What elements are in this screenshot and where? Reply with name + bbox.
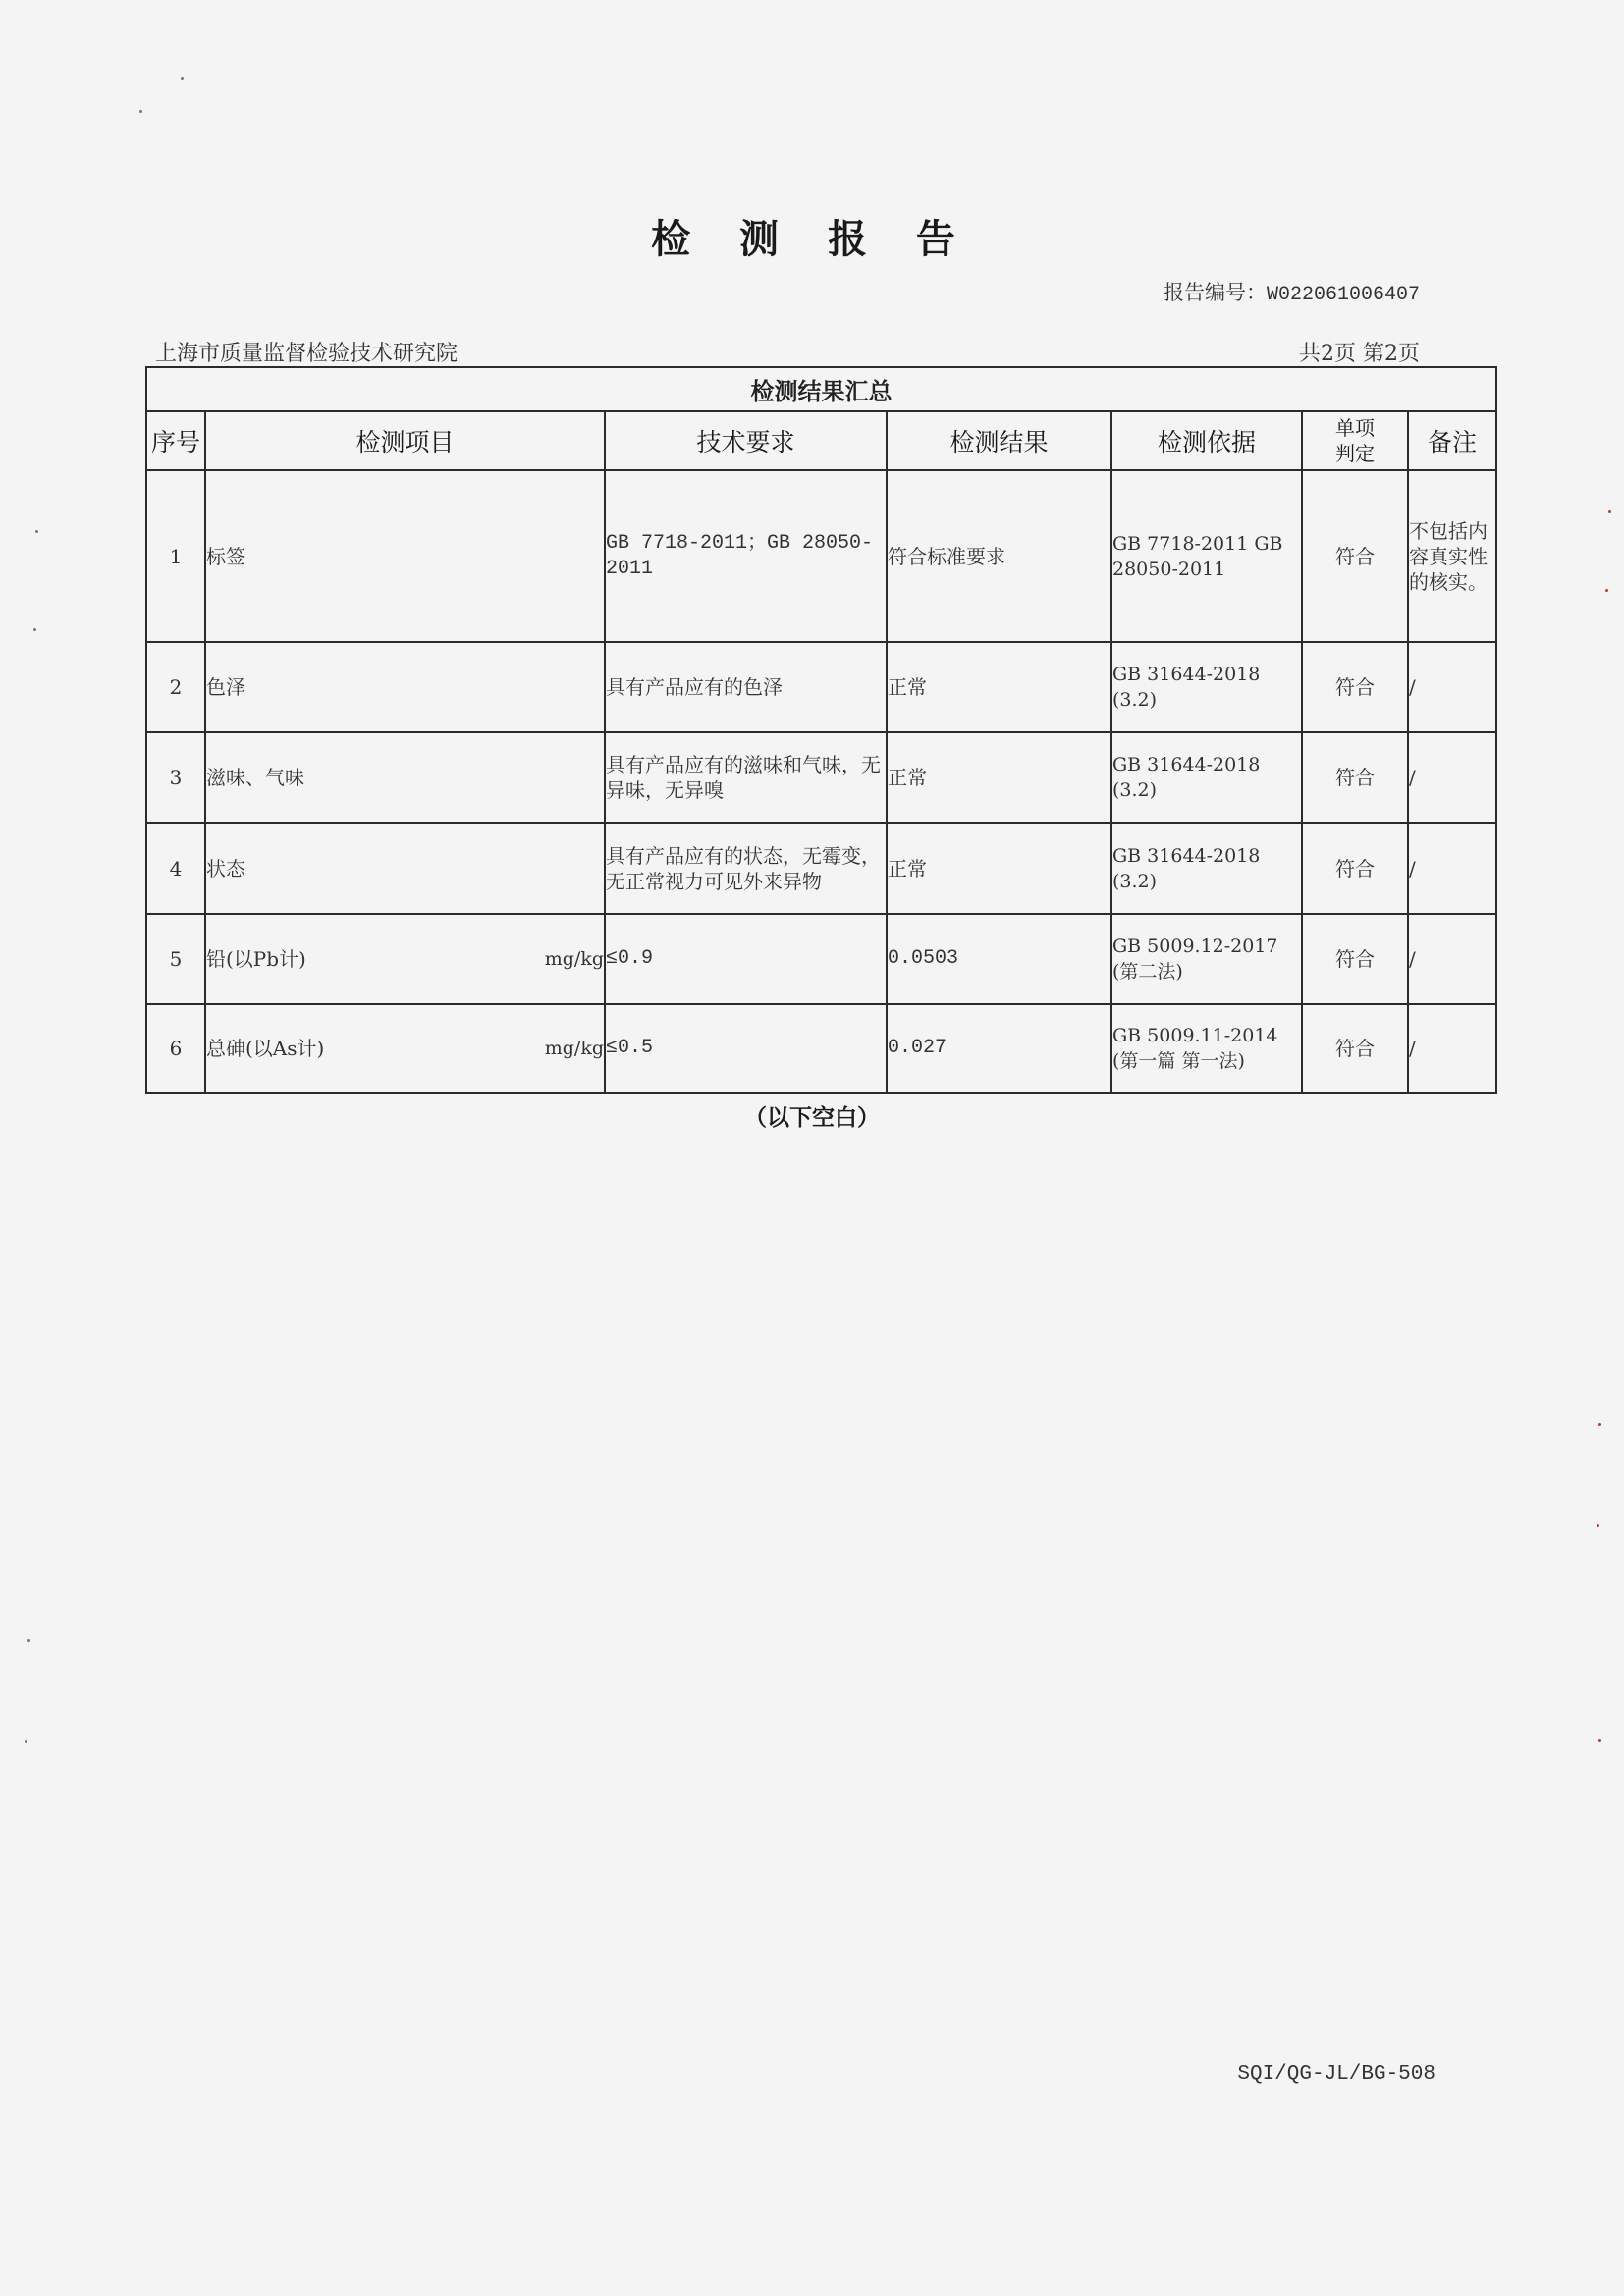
cell-requirement: 具有产品应有的色泽 (605, 642, 887, 732)
blank-below-note: （以下空白） (744, 1105, 880, 1131)
cell-basis: GB 5009.11-2014 (第一篇 第一法) (1111, 1004, 1302, 1093)
item-name: 滋味、气味 (206, 766, 304, 789)
item-unit: mg/kg (544, 1038, 604, 1059)
cell-result: 正常 (887, 732, 1111, 823)
cell-result: 正常 (887, 642, 1111, 732)
cell-index: 3 (146, 732, 205, 823)
cell-item (205, 1004, 605, 1093)
col-header-item: 检测项目 (205, 411, 605, 470)
cell-remark: / (1408, 1004, 1496, 1093)
cell-basis: GB 5009.12-2017 (第二法) (1111, 914, 1302, 1004)
form-code: SQI/QG-JL/BG-508 (1237, 2063, 1435, 2086)
report-number-label: 报告编号： (1163, 281, 1267, 304)
table-row (146, 1004, 1496, 1093)
cell-requirement: ≤0.9 (605, 914, 887, 1004)
cell-remark: / (1408, 914, 1496, 1004)
cell-basis: GB 31644-2018 (3.2) (1111, 823, 1302, 914)
cell-basis: GB 7718-2011 GB 28050-2011 (1111, 470, 1302, 642)
table-row (146, 642, 1496, 732)
scan-speck (35, 530, 38, 533)
cell-remark: / (1408, 732, 1496, 823)
col-header-remark: 备注 (1408, 411, 1496, 470)
cell-remark: 不包括内容真实性的核实。 (1408, 470, 1496, 642)
scan-speck (33, 628, 36, 631)
scan-speck (1598, 1739, 1601, 1742)
item-name: 总砷(以As计) (206, 1037, 325, 1060)
cell-basis: GB 31644-2018 (3.2) (1111, 732, 1302, 823)
table-row (146, 914, 1496, 1004)
table-header-row (146, 411, 1496, 470)
cell-judgement: 符合 (1302, 823, 1408, 914)
item-name: 状态 (206, 856, 245, 881)
table-row (146, 732, 1496, 823)
cell-remark: / (1408, 823, 1496, 914)
table-row (146, 470, 1496, 642)
cell-requirement: 具有产品应有的状态，无霉变，无正常视力可见外来异物 (605, 823, 887, 914)
item-name: 标签 (206, 544, 245, 568)
cell-requirement: GB 7718-2011；GB 28050-2011 (605, 470, 887, 642)
report-number-value: W022061006407 (1266, 284, 1420, 306)
cell-item (205, 914, 605, 1004)
scan-speck (1598, 1423, 1601, 1426)
item-name: 色泽 (206, 675, 245, 699)
cell-basis: GB 31644-2018 (3.2) (1111, 642, 1302, 732)
cell-index: 6 (146, 1004, 205, 1093)
report-title: 检 测 报 告 (651, 217, 973, 262)
cell-result: 0.0503 (887, 914, 1111, 1004)
col-header-index: 序号 (146, 411, 205, 470)
cell-item (205, 823, 605, 914)
organization-name: 上海市质量监督检验技术研究院 (155, 342, 459, 366)
scan-speck (139, 110, 142, 113)
cell-result: 正常 (887, 823, 1111, 914)
scan-speck (1608, 510, 1611, 513)
cell-item (205, 470, 605, 642)
cell-judgement: 符合 (1302, 642, 1408, 732)
scan-speck (1605, 589, 1608, 592)
report-number (1164, 277, 1420, 306)
table-row (146, 823, 1496, 914)
cell-judgement: 符合 (1302, 1004, 1408, 1093)
cell-result: 0.027 (887, 1004, 1111, 1093)
col-header-judgement-text: 单项判定 (1335, 416, 1375, 465)
item-unit: mg/kg (544, 948, 604, 970)
cell-index: 5 (146, 914, 205, 1004)
cell-item (205, 642, 605, 732)
cell-item (205, 732, 605, 823)
cell-judgement: 符合 (1302, 914, 1408, 1004)
table-caption: 检测结果汇总 (146, 367, 1496, 411)
cell-index: 4 (146, 823, 205, 914)
cell-result: 符合标准要求 (887, 470, 1111, 642)
col-header-basis: 检测依据 (1111, 411, 1302, 470)
col-header-judgement (1302, 411, 1408, 470)
col-header-result: 检测结果 (887, 411, 1111, 470)
scan-speck (181, 77, 184, 80)
scan-speck (25, 1740, 27, 1743)
cell-index: 1 (146, 470, 205, 642)
scan-speck (27, 1639, 30, 1642)
cell-index: 2 (146, 642, 205, 732)
cell-judgement: 符合 (1302, 470, 1408, 642)
cell-requirement: ≤0.5 (605, 1004, 887, 1093)
item-name: 铅(以Pb计) (206, 947, 306, 971)
cell-remark: / (1408, 642, 1496, 732)
scan-speck (1597, 1524, 1599, 1527)
cell-requirement: 具有产品应有的滋味和气味，无异味，无异嗅 (605, 732, 887, 823)
results-summary-table (145, 366, 1497, 1094)
cell-judgement: 符合 (1302, 732, 1408, 823)
col-header-requirement: 技术要求 (605, 411, 887, 470)
page-info: 共2页 第2页 (1299, 342, 1420, 366)
